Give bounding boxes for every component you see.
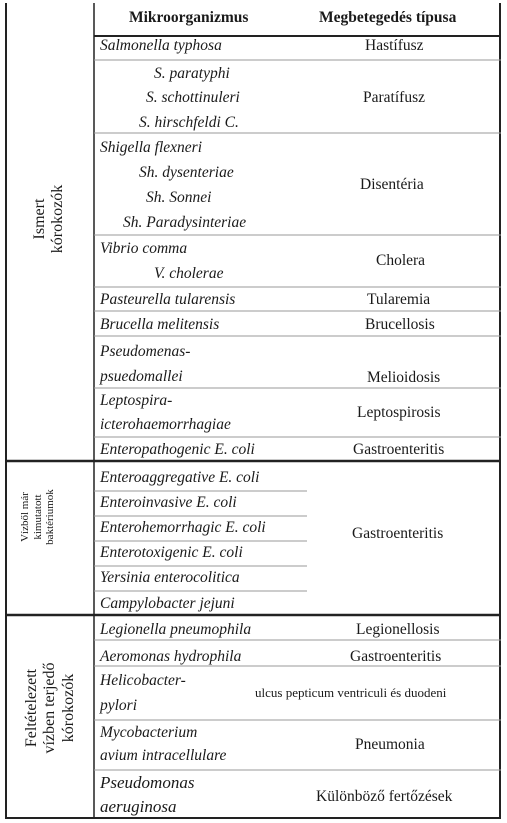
organism-name: Salmonella typhosa (100, 37, 222, 54)
header-disease: Megbetegedés típusa (319, 9, 457, 26)
disease-name: Legionellosis (356, 621, 440, 638)
organism-name: Helicobacter- (100, 672, 186, 689)
organism-name: S. paratyphi (154, 65, 230, 82)
organism-name: Yersinia enterocolitica (100, 569, 240, 586)
organism-name: Pasteurella tularensis (100, 291, 236, 308)
organism-name: Enteropathogenic E. coli (100, 441, 255, 458)
disease-name: Tularemia (367, 291, 431, 308)
disease-name: Gastroenteritis (350, 648, 442, 665)
organism-name: Aeromonas hydrophila (100, 648, 242, 665)
organism-name: aeruginosa (100, 797, 177, 816)
organism-name: Sh. Sonnei (146, 189, 212, 206)
organism-name: Legionella pneumophila (100, 621, 252, 638)
disease-name: Cholera (376, 252, 426, 269)
disease-name: Hastífusz (365, 37, 424, 54)
header-organism: Mikroorganizmus (129, 9, 249, 26)
organism-name: Leptospira- (100, 392, 173, 409)
disease-name: Pneumonia (355, 736, 425, 753)
organism-name: Enterohemorrhagic E. coli (100, 519, 266, 536)
organism-name: Sh. dysenteriae (139, 164, 234, 181)
disease-name: Leptospirosis (357, 404, 441, 421)
organism-name: Sh. Paradysinteriae (123, 214, 247, 231)
organism-name: Enteroaggregative E. coli (100, 469, 260, 486)
organism-name: pylori (100, 697, 138, 714)
disease-name: ulcus pepticum ventriculi és duodeni (255, 685, 447, 700)
disease-name: Brucellosis (365, 316, 435, 333)
organism-name: V. cholerae (154, 265, 224, 282)
organism-name: Pseudomonas (100, 773, 195, 792)
group-label-detected: Vízből már kimutatott baktériumok (19, 489, 57, 545)
organism-name: S. schottinuleri (146, 89, 240, 106)
organism-name: icterohaemorrhagiae (100, 416, 231, 433)
organism-name: avium intracellulare (100, 747, 227, 764)
organism-name: Shigella flexneri (100, 139, 203, 156)
organism-name: psuedomallei (100, 368, 183, 385)
disease-name: Paratífusz (363, 89, 425, 106)
disease-name: Különböző fertőzések (316, 788, 453, 805)
organism-name: Enterotoxigenic E. coli (100, 544, 243, 561)
organism-name: Pseudomenas- (100, 343, 191, 360)
disease-name: Melioidosis (367, 369, 441, 386)
group-label-suspected: Feltételezett vízben terjedő kórokozók (23, 662, 77, 754)
pathogen-table (5, 3, 501, 819)
organism-name: Vibrio comma (100, 240, 188, 257)
organism-name: Campylobacter jejuni (100, 595, 235, 612)
organism-name: S. hirschfeldi C. (139, 114, 239, 131)
disease-name: Gastroenteritis (353, 441, 445, 458)
disease-name: Disentéria (360, 176, 424, 193)
disease-name: Gastroenteritis (352, 525, 444, 542)
group-label-known: Ismert kórokozók (31, 184, 67, 254)
organism-name: Brucella melitensis (100, 316, 220, 333)
organism-name: Mycobacterium (100, 724, 198, 741)
organism-name: Enteroinvasive E. coli (100, 494, 237, 511)
